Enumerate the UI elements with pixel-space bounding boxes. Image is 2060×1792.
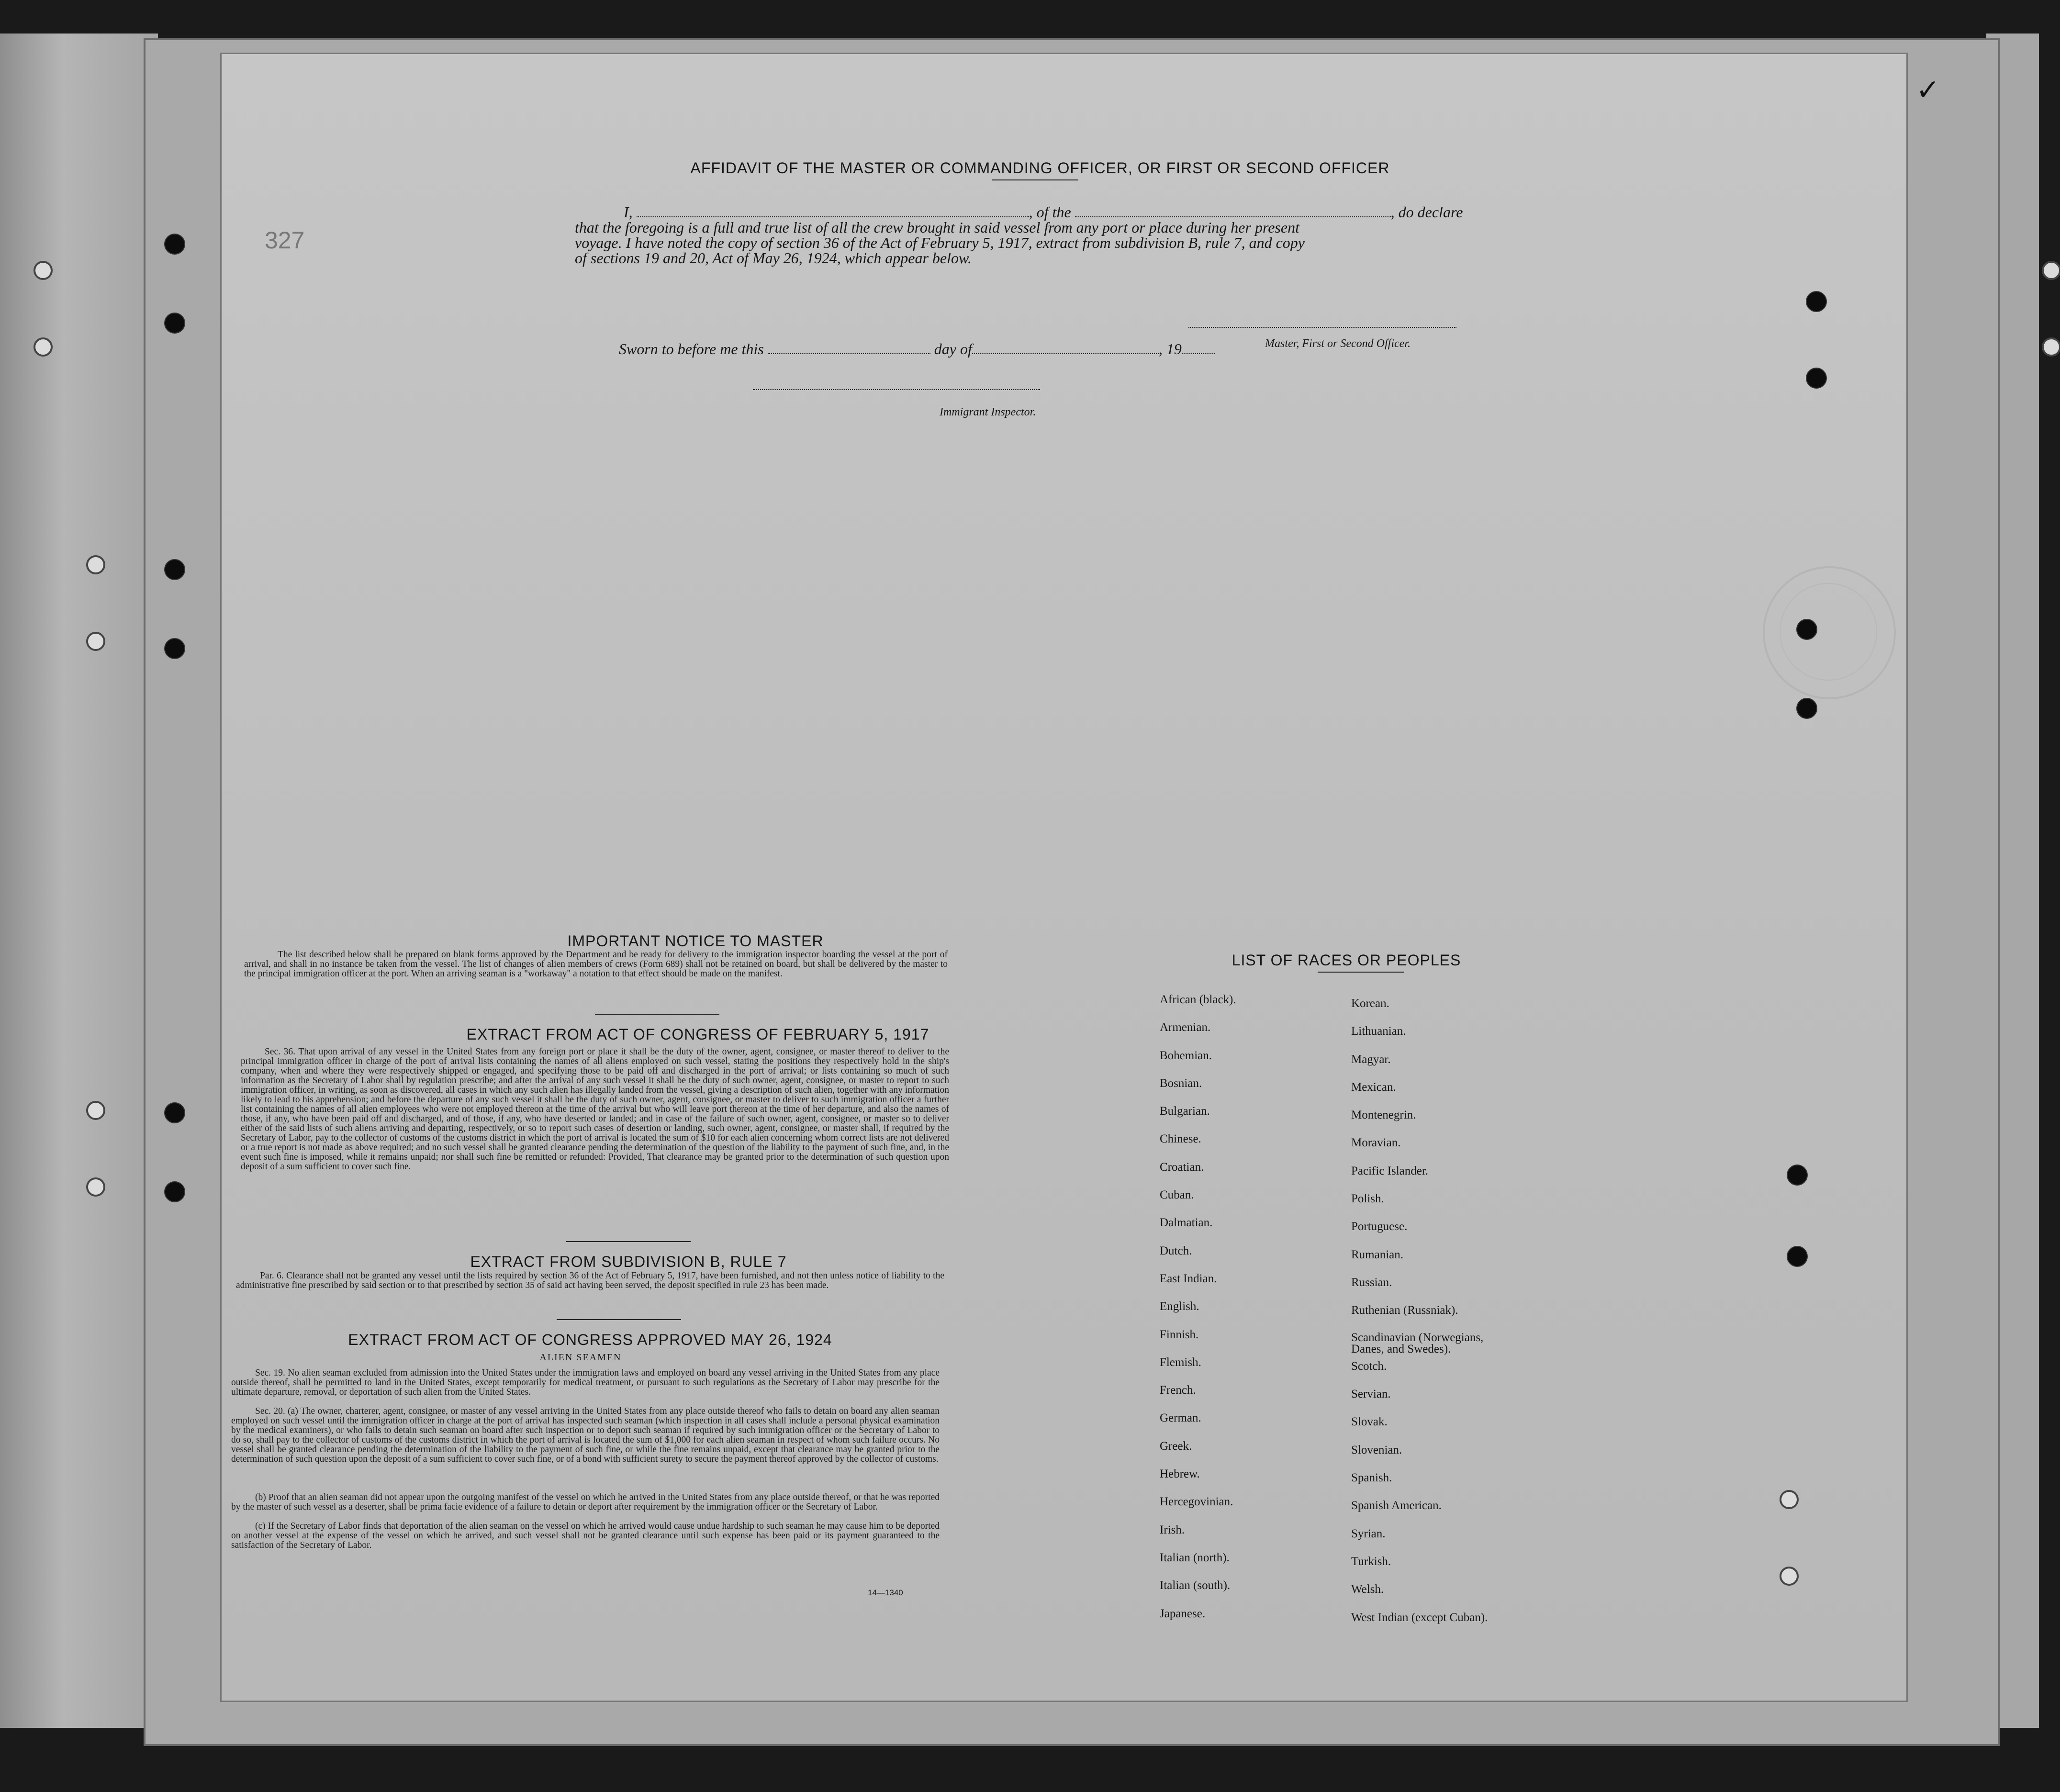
notice-text: The list described below shall be prepared on blank forms approved by the Department and be ready for delivery to the immigration inspector boarding the vessel at the port of arrival, and shall in no instance be taken from the vessel. The list of changes of alien members of crews (Form 689) shall not be retained on board, but shall be delivered by the master to the principal immigration officer at the port. When an arriving seaman is a "workaway" a notation to that effect should be made on the manifest. <box>244 950 948 979</box>
race-item: Japanese. <box>1160 1607 1206 1620</box>
binder-hole-icon <box>2042 337 2060 357</box>
alien-seamen-subtitle: ALIEN SEAMEN <box>539 1352 622 1363</box>
punch-hole-icon <box>164 1181 185 1202</box>
race-item: Servian. <box>1351 1388 1391 1401</box>
affidavit-declare-text: , do declare <box>1390 203 1463 221</box>
affidavit-i-text: I, <box>624 203 633 221</box>
punch-hole-icon <box>1787 1165 1808 1186</box>
check-mark-icon: ✓ <box>1916 74 1940 106</box>
punch-hole-icon <box>164 638 185 659</box>
affidavit-line-2: that the foregoing is a full and true list of all the crew brought in said vessel from any port or place during her present <box>575 219 1299 236</box>
title-rule <box>992 179 1078 180</box>
affidavit-sheet <box>220 53 1940 1702</box>
race-item: Irish. <box>1160 1523 1185 1536</box>
punch-hole-icon <box>164 234 185 255</box>
sworn-prefix-text: Sworn to before me this <box>619 340 764 358</box>
sworn-day-field[interactable] <box>768 353 930 354</box>
affidavit-line-3: voyage. I have noted the copy of section 36 of the Act of February 5, 1917, extract from subdivision B, rule 7, and copy <box>575 234 1305 251</box>
name-field[interactable] <box>637 216 1029 217</box>
section-rule <box>566 1241 691 1242</box>
binder-hole-icon <box>86 1101 105 1120</box>
races-title: LIST OF RACES OR PEOPLES <box>1232 952 1461 969</box>
punch-hole-icon <box>164 1102 185 1123</box>
race-item: Syrian. <box>1351 1527 1386 1540</box>
affidavit-of-the-text: , of the <box>1029 203 1071 221</box>
races-right-column <box>1351 997 1509 1639</box>
binder-hole-icon <box>1780 1490 1799 1509</box>
race-item: Montenegrin. <box>1351 1109 1416 1122</box>
extract-rule7-text: Par. 6. Clearance shall not be granted any vessel until the lists required by section 36 of the Act of February 5, 1917, have been furnished, and not then unless notice of liability to the administrative fine prescribed by said section or to that prescribed by section 35 of said act having been served, the deposit specified in rule 23 has been made. <box>236 1271 944 1290</box>
race-item: Slovenian. <box>1351 1443 1402 1456</box>
binder-hole-icon <box>86 555 105 574</box>
race-item: English. <box>1160 1300 1199 1313</box>
faded-seal-stamp-inner <box>1780 583 1877 681</box>
affidavit-title: AFFIDAVIT OF THE MASTER OR COMMANDING OFFICER, OR FIRST OR SECOND OFFICER <box>690 159 1390 177</box>
race-item: Slovak. <box>1351 1415 1388 1429</box>
race-item: Scandinavian (Norwegians, Danes, and Swedes). <box>1351 1331 1484 1355</box>
race-item: Welsh. <box>1351 1583 1384 1596</box>
left-binder-edge <box>0 34 158 1728</box>
punch-hole-icon <box>1796 698 1817 719</box>
race-item: Spanish. <box>1351 1471 1392 1485</box>
punch-hole-icon <box>1787 1246 1808 1267</box>
race-item: Bulgarian. <box>1160 1105 1210 1118</box>
race-item: West Indian (except Cuban). <box>1351 1611 1488 1624</box>
binder-hole-icon <box>86 632 105 651</box>
race-item: East Indian. <box>1160 1272 1217 1285</box>
race-item: Polish. <box>1351 1192 1384 1206</box>
race-item: Korean. <box>1351 997 1389 1010</box>
race-item: Pacific Islander. <box>1351 1164 1429 1177</box>
races-left-column <box>1160 993 1236 1635</box>
extract-1924-sec20a: Sec. 20. (a) The owner, charterer, agent, consignee, or master of any vessel arriving in the United States from any place outside thereof who fails to detain on board any alien seaman employed on such vessel until the immigration officer in charge at the port of arrival has inspected such seaman (which inspection in all cases shall include a personal physical examination by the medical examiners), or who fails to detain such seaman on board after such inspection or to deport such seaman if required by such immigration officer or the Secretary of Labor to do so, shall pay to the collector of customs of the customs district in which the port of arrival is located the sum of $1,000 for each alien seaman in respect of whom such failure occurs. No vessel shall be granted clearance pending the determination of the liability to the payment of such fine, or while the fine remains unpaid, except that clearance may be granted prior to the determination of such question upon the deposit of a sum sufficient to cover such fine, or of a bond with sufficient surety to secure the payment thereof approved by the collector of customs. <box>231 1406 940 1464</box>
race-item: Italian (north). <box>1160 1551 1230 1564</box>
race-item: Rumanian. <box>1351 1248 1404 1261</box>
binder-hole-icon <box>34 261 53 280</box>
race-item: Turkish. <box>1351 1555 1391 1568</box>
races-title-rule <box>1318 972 1404 973</box>
punch-hole-icon <box>164 559 185 580</box>
extract-1924-sec20b: (b) Proof that an alien seaman did not appear upon the outgoing manifest of the vessel on which he arrived in the United States from any place outside thereof, or that he was reported by the master of such vessel as a deserter, shall be prima facie evidence of a failure to detain or deport after requirement by the immigration officer or the Secretary of Labor. <box>231 1492 940 1512</box>
sworn-day-of-text: day of <box>934 340 972 358</box>
race-item: Bosnian. <box>1160 1076 1202 1090</box>
race-item: Hercegovinian. <box>1160 1495 1233 1509</box>
section-rule <box>595 1014 719 1015</box>
race-item: Russian. <box>1351 1276 1392 1289</box>
punch-hole-icon <box>1806 291 1827 312</box>
extract-1917-title: EXTRACT FROM ACT OF CONGRESS OF FEBRUARY 5, 1917 <box>466 1026 929 1043</box>
race-item: Italian (south). <box>1160 1579 1231 1592</box>
inspector-label: Immigrant Inspector. <box>940 406 1036 418</box>
extract-1917-text: Sec. 36. That upon arrival of any vessel in the United States from any foreign port or place it shall be the duty of the owner, agent, consignee, or master thereof to deliver to the principal immigration officer in charge of the port of arrival lists containing the names of all aliens employed on such vessel, stating the positions they respectively hold in the ship's company, when and where they were respectively shipped or engaged, and specifying those to be paid off and discharged in the port of arrival; or lists containing so much of such information as the Secretary of Labor shall by regulation prescribe; and after the arrival of any such vessel it shall be the duty of such owner, agent, consignee, or master to report to such immigration officer, in writing, as soon as discovered, all cases in which any such alien has illegally landed from the vessel, giving a description of such alien, together with any information likely to lead to his apprehension; and before the departure of any such vessel it shall be the duty of such owner, agent, consignee, or master to deliver to such immigration officer a further list containing the names of all alien employees who were not employed thereon at the time of the arrival but who will leave port thereon at the time of her departure, and also the names of those, if any, who have been paid off and discharged, and of those, if any, who have deserted or landed; and in case of the failure of such owner, agent, consignee, or master so to deliver either of the said lists of such aliens arriving and departing, respectively, or so to report such cases of desertion or landing, such owner, agent, consignee, or master shall, if required by the Secretary of Labor, pay to the collector of customs of the customs district in which the port of arrival is located the sum of $10 for each alien concerning whom correct lists are not delivered or a true report is not made as above required; and no such vessel shall be granted clearance pending the determination of the question of the liability to the payment of such fine, and, in the event such fine is imposed, while it remains unpaid; nor shall such fine be remitted or refunded: Provided, That clearance may be granted prior to the determination of such question upon deposit of a sum sufficient to cover such fine. <box>241 1047 949 1172</box>
form-number: 14—1340 <box>868 1588 903 1597</box>
master-signature-field[interactable] <box>1188 327 1456 328</box>
race-item: Mexican. <box>1351 1080 1396 1094</box>
sworn-line <box>619 340 1215 358</box>
race-item: Flemish. <box>1160 1355 1201 1369</box>
punch-hole-icon <box>1806 368 1827 389</box>
race-item: Scotch. <box>1351 1359 1387 1373</box>
race-item: Armenian. <box>1160 1021 1211 1034</box>
punch-hole-icon <box>164 313 185 334</box>
extract-1924-sec20c: (c) If the Secretary of Labor finds that deportation of the alien seaman on the vessel on which he arrived would cause undue hardship to such seaman he may cause him to be deported on another vessel at the expense of the vessel on which he arrived, and such vessel shall not be granted clearance until such expense has been paid or its payment guaranteed to the satisfaction of the Secretary of Labor. <box>231 1521 940 1550</box>
race-item: Finnish. <box>1160 1328 1199 1341</box>
race-item: Moravian. <box>1351 1136 1401 1150</box>
race-item: Hebrew. <box>1160 1467 1200 1481</box>
sworn-year-text: , 19 <box>1158 340 1182 358</box>
race-item: Dalmatian. <box>1160 1216 1213 1230</box>
extract-1924-title: EXTRACT FROM ACT OF CONGRESS APPROVED MAY 26, 1924 <box>348 1331 832 1348</box>
race-item: Dutch. <box>1160 1244 1192 1257</box>
race-item: Portuguese. <box>1351 1220 1408 1233</box>
extract-1924-sec19: Sec. 19. No alien seaman excluded from admission into the United States under the immigration laws and employed on board any vessel arriving in the United States from any place outside thereof, shall be permitted to land in the United States, except temporarily for medical treatment, or pursuant to such regulations as the Secretary of Labor may prescribe for the ultimate departure, removal, or deportation of such alien from the United States. <box>231 1368 940 1397</box>
race-item: Bohemian. <box>1160 1049 1212 1062</box>
sworn-year-field[interactable] <box>1182 353 1215 354</box>
binder-hole-icon <box>86 1177 105 1197</box>
affidavit-line-4: of sections 19 and 20, Act of May 26, 1924, which appear below. <box>575 249 972 267</box>
race-item: German. <box>1160 1411 1201 1425</box>
extract-rule7-title: EXTRACT FROM SUBDIVISION B, RULE 7 <box>470 1253 787 1270</box>
section-rule <box>557 1319 681 1320</box>
binder-hole-icon <box>2042 261 2060 280</box>
race-item: Ruthenian (Russniak). <box>1351 1304 1458 1317</box>
notice-title: IMPORTANT NOTICE TO MASTER <box>567 932 824 950</box>
inspector-signature-field[interactable] <box>753 389 1040 390</box>
race-item: Lithuanian. <box>1351 1025 1406 1038</box>
binder-hole-icon <box>34 337 53 357</box>
race-item: Magyar. <box>1351 1053 1391 1066</box>
vessel-field[interactable] <box>1075 216 1391 217</box>
race-item: Chinese. <box>1160 1132 1201 1146</box>
race-item: Cuban. <box>1160 1188 1194 1202</box>
sworn-month-field[interactable] <box>972 353 1159 354</box>
master-signature-label: Master, First or Second Officer. <box>1265 337 1411 350</box>
race-item: French. <box>1160 1384 1196 1397</box>
race-item: Croatian. <box>1160 1160 1204 1174</box>
race-item: Spanish American. <box>1351 1499 1442 1512</box>
race-item: African (black). <box>1160 993 1236 1006</box>
pencil-mark: 327 <box>265 227 305 254</box>
race-item: Greek. <box>1160 1439 1192 1453</box>
binder-hole-icon <box>1780 1567 1799 1586</box>
